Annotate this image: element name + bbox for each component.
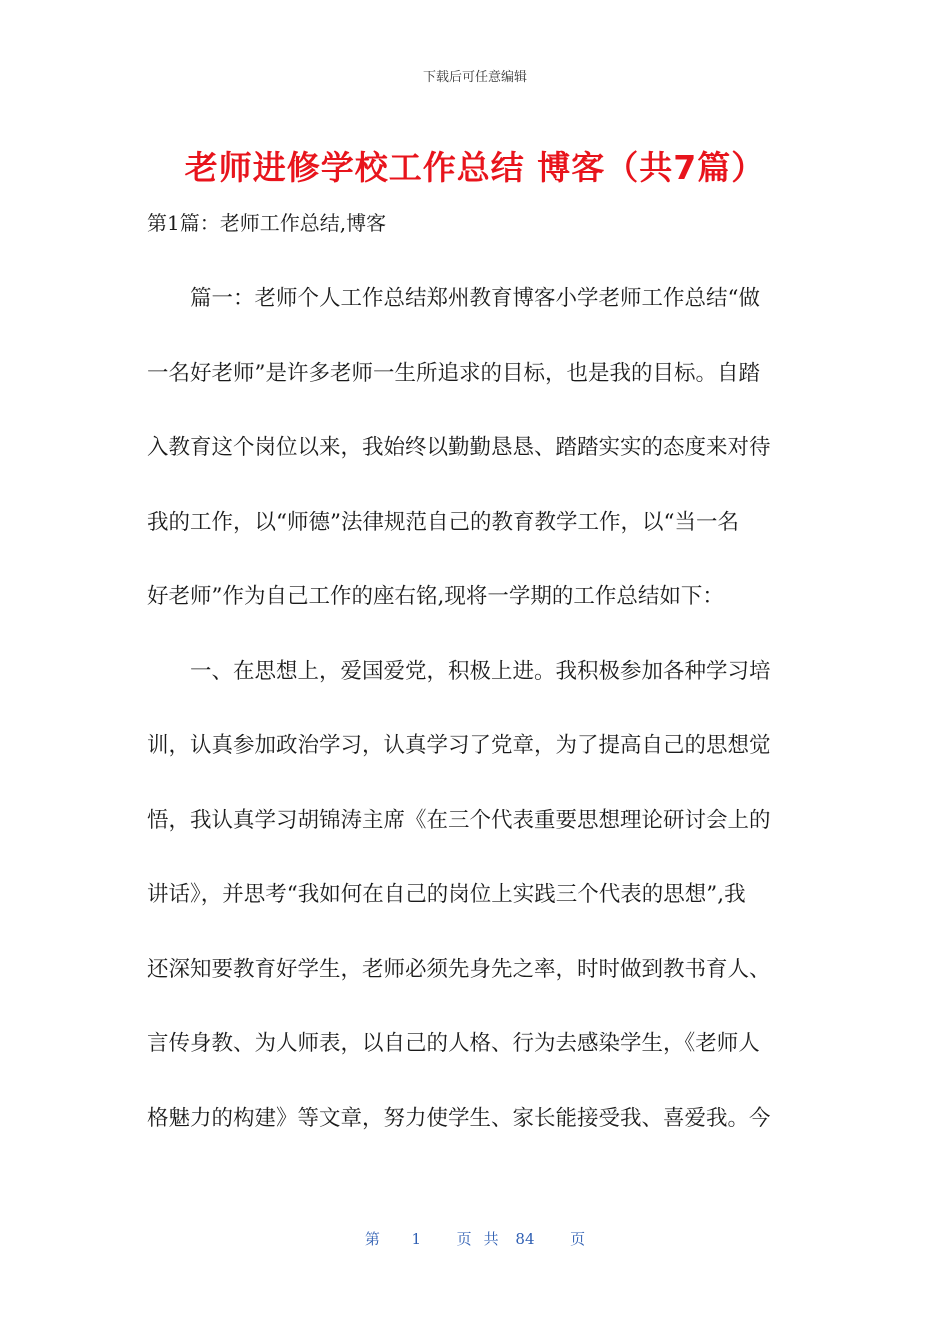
paragraph-line: 悟，我认真学习胡锦涛主席《在三个代表重要思想理论研讨会上的 (147, 807, 771, 833)
paragraph-line: 言传身教、为人师表，以自己的人格、行为去感染学生，《老师人 (147, 1031, 760, 1056)
page-prefix: 第 (364, 1230, 380, 1248)
paragraph-line: 一、在思想上，爱国爱党，积极上进。我积极参加各种学习培 (190, 658, 771, 684)
paragraph-line: 讲话》，并思考“我如何在自己的岗位上实践三个代表的思想”,我 (147, 882, 746, 907)
total-pages: 84 (515, 1230, 535, 1248)
page-footer (0, 1228, 950, 1249)
paragraph-line: 格魅力的构建》等文章，努力使学生、家长能接受我、喜爱我。今 (147, 1105, 771, 1131)
paragraph-line: 好老师”作为自己工作的座右铭,现将一学期的工作总结如下： (147, 584, 724, 609)
document-title: 老师进修学校工作总结 博客（共7篇） (184, 148, 766, 187)
section-heading: 第1篇：老师工作总结,博客 (147, 211, 387, 235)
paragraph-line: 篇一：老师个人工作总结郑州教育博客小学老师工作总结“做 (190, 286, 760, 311)
paragraph-line: 还深知要教育好学生，老师必须先身先之率，时时做到教书育人、 (147, 956, 771, 982)
paragraph-line: 我的工作，以“师德”法律规范自己的教育教学工作，以“当一名 (147, 509, 739, 535)
page-number: 1 (411, 1230, 422, 1248)
paragraph-line: 训，认真参加政治学习，认真学习了党章，为了提高自己的思想觉 (147, 733, 771, 758)
header-note: 下载后可任意编辑 (422, 70, 527, 85)
paragraph-line: 一名好老师”是许多老师一生所追求的目标，也是我的目标。自踏 (147, 360, 760, 386)
body-text (147, 281, 803, 1175)
page-middle: 页共 (456, 1230, 511, 1248)
paragraph-line: 入教育这个岗位以来，我始终以勤勤恳恳、踏踏实实的态度来对待 (147, 435, 771, 460)
page-suffix: 页 (570, 1230, 586, 1248)
